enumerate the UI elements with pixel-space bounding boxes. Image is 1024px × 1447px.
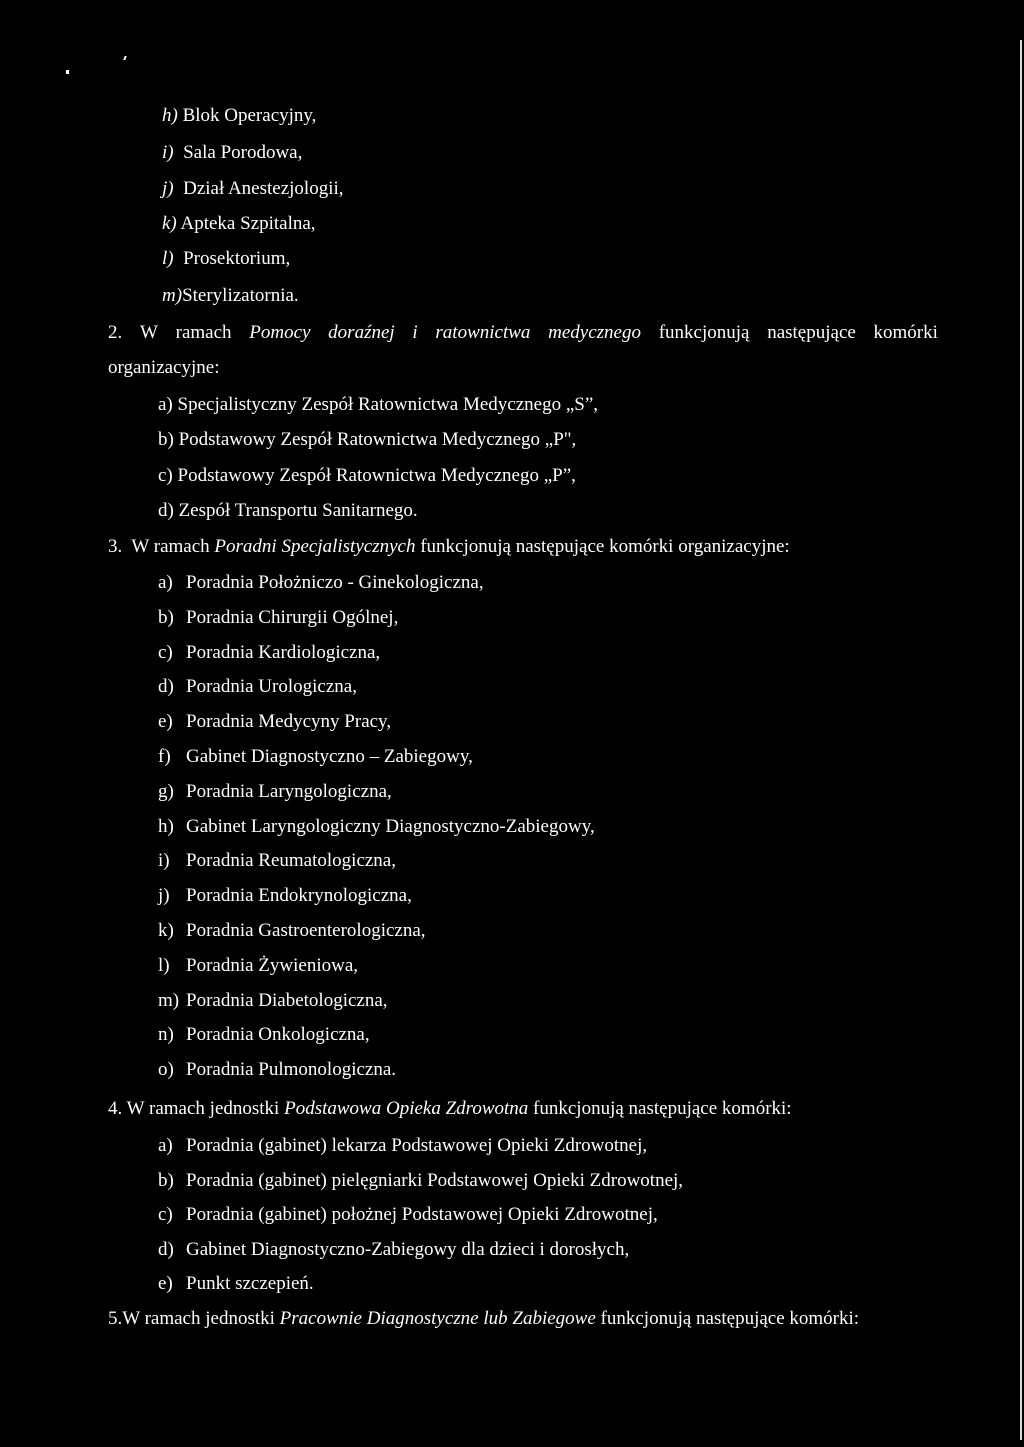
list-item (158, 815, 595, 839)
scan-speck (123, 56, 126, 60)
list-marker: d) (158, 500, 174, 521)
list-item-text: Poradnia Reumatologiczna, (186, 850, 396, 872)
heading-text: funkcjonują następujące komórki organizacyjne: (420, 536, 790, 557)
list-marker: j) (158, 885, 170, 907)
list-item-text: Poradnia (gabinet) pielęgniarki Podstawowej Opieki Zdrowotnej, (186, 1169, 684, 1191)
list-item-text: Gabinet Diagnostyczno-Zabiegowy dla dzieci i dorosłych, (186, 1238, 630, 1260)
list-marker: e) (158, 1273, 173, 1294)
list-item (158, 1272, 314, 1296)
list-item-text: Poradnia Medycyny Pracy, (186, 711, 392, 733)
list-item-text: Podstawowy Zespół Ratownictwa Medycznego „P”, (177, 465, 576, 486)
list-item (158, 1169, 683, 1193)
heading-text: funkcjonują następujące komórki: (600, 1308, 860, 1329)
section-2-heading-cont: organizacyjne: (108, 357, 220, 378)
list-item-text: Prosektorium, (183, 248, 291, 269)
list-marker: f) (158, 746, 171, 767)
list-item-text: Podstawowy Zespół Ratownictwa Medycznego „P", (178, 429, 577, 450)
list-marker: a) (158, 1135, 173, 1156)
list-item-text: Dział Anestezjologii, (183, 178, 344, 199)
list-item (158, 428, 576, 452)
list-item (158, 710, 391, 734)
list-item-text: Poradnia (gabinet) położnej Podstawowej Opieki Zdrowotnej, (186, 1204, 658, 1225)
heading-word: następujące (767, 322, 856, 343)
list-item-text: Poradnia (gabinet) lekarza Podstawowej Opieki Zdrowotnej, (186, 1135, 648, 1156)
list-item (162, 177, 344, 201)
list-item (158, 1058, 396, 1082)
list-item-text: Poradnia Endokrynologiczna, (186, 885, 412, 907)
list-item (158, 919, 426, 943)
list-marker: k) (162, 213, 177, 234)
list-marker: l) (162, 248, 174, 269)
list-item (162, 104, 316, 128)
list-item (158, 954, 358, 978)
list-item-text: Apteka Szpitalna, (180, 213, 316, 234)
list-marker: h) (162, 105, 178, 126)
list-marker: n) (158, 1024, 174, 1046)
section-5-heading (108, 1307, 859, 1331)
section-number: 3. (108, 536, 123, 557)
list-marker: a) (158, 394, 173, 415)
scan-edge-line (1020, 40, 1022, 1440)
list-marker: j) (162, 178, 174, 199)
unit-name: medycznego (548, 322, 641, 343)
list-item (158, 989, 388, 1013)
unit-name: Pracownie Diagnostyczne lub Zabiegowe (279, 1308, 596, 1329)
unit-name: i (412, 322, 418, 343)
unit-name: ratownictwa (435, 322, 531, 343)
list-marker: h) (158, 815, 174, 837)
list-item-text: Blok Operacyjny, (182, 105, 317, 126)
heading-text: W ramach jednostki (122, 1308, 275, 1329)
list-item (158, 1238, 629, 1262)
list-item-text: Poradnia Położniczo - Ginekologiczna, (186, 572, 484, 593)
list-item (162, 284, 299, 308)
list-marker: d) (158, 676, 174, 698)
heading-text: W ramach jednostki (126, 1098, 280, 1119)
list-marker: g) (158, 780, 174, 802)
list-item (158, 1203, 658, 1227)
list-item-text: Poradnia Żywieniowa, (186, 954, 359, 976)
list-item (158, 606, 398, 630)
section-4-heading (108, 1097, 792, 1121)
list-marker: i) (158, 850, 170, 872)
list-item-text: Zespół Transportu Sanitarnego. (178, 500, 418, 521)
heading-word: funkcjonują (658, 322, 750, 343)
list-marker: e) (158, 711, 173, 733)
list-marker: c) (158, 1204, 173, 1225)
section-3-heading (108, 535, 790, 559)
list-marker: b) (158, 429, 174, 450)
scan-speck (66, 70, 69, 74)
list-item-text: Poradnia Gastroenterologiczna, (186, 920, 426, 941)
list-item-text: Poradnia Urologiczna, (186, 676, 357, 698)
list-item (158, 499, 418, 523)
list-marker: m) (158, 989, 180, 1011)
heading-word: ramach (175, 322, 232, 343)
section-number: 5. (108, 1308, 123, 1329)
list-item (158, 641, 380, 665)
list-item (158, 571, 484, 595)
list-marker: k) (158, 920, 174, 941)
list-marker: o) (158, 1059, 174, 1081)
list-item (158, 675, 357, 699)
unit-name: Podstawowa Opieka Zdrowotna (284, 1098, 529, 1119)
list-item-text: Poradnia Pulmonologiczna. (186, 1059, 397, 1081)
list-item (162, 247, 290, 271)
list-item-text: Poradnia Onkologiczna, (186, 1024, 370, 1046)
list-item (158, 393, 598, 417)
unit-name: doraźnej (328, 322, 395, 343)
list-item-text: Sterylizatornia. (182, 285, 299, 306)
list-item-text: Poradnia Kardiologiczna, (186, 641, 381, 663)
list-marker: l) (158, 954, 170, 976)
list-item-text: Gabinet Laryngologiczny Diagnostyczno-Zabiegowy, (186, 815, 595, 837)
heading-word: W (139, 322, 158, 343)
unit-name: Pomocy (249, 322, 311, 343)
list-marker: m) (162, 285, 183, 306)
list-marker: b) (158, 606, 174, 628)
list-item (158, 849, 396, 873)
list-marker: a) (158, 572, 173, 593)
list-item (158, 1134, 647, 1158)
list-item (158, 745, 473, 769)
section-number: 2. (108, 322, 123, 343)
list-item-text: Sala Porodowa, (183, 142, 303, 163)
list-item-text: Punkt szczepień. (186, 1273, 314, 1294)
section-2-heading (108, 321, 938, 345)
unit-name: Poradni Specjalistycznych (214, 536, 416, 557)
heading-text: funkcjonują następujące komórki: (533, 1098, 792, 1119)
list-item (158, 1023, 370, 1047)
list-item-text: Poradnia Diabetologiczna, (186, 989, 388, 1011)
heading-text: W ramach (131, 536, 210, 557)
section-number: 4. (108, 1098, 123, 1119)
heading-word: komórki (873, 322, 938, 343)
list-marker: d) (158, 1238, 174, 1260)
list-item (158, 780, 392, 804)
list-item-text: Gabinet Diagnostyczno – Zabiegowy, (186, 746, 473, 767)
list-marker: i) (162, 142, 174, 163)
list-item (158, 464, 576, 488)
list-item (162, 141, 302, 165)
list-marker: c) (158, 641, 173, 663)
list-marker: c) (158, 465, 173, 486)
list-item-text: Poradnia Chirurgii Ogólnej, (186, 606, 399, 628)
list-item-text: Poradnia Laryngologiczna, (186, 780, 392, 802)
list-marker: b) (158, 1169, 174, 1191)
list-item (162, 212, 316, 236)
list-item-text: Specjalistyczny Zespół Ratownictwa Medycznego „S”, (177, 394, 599, 415)
list-item (158, 884, 412, 908)
